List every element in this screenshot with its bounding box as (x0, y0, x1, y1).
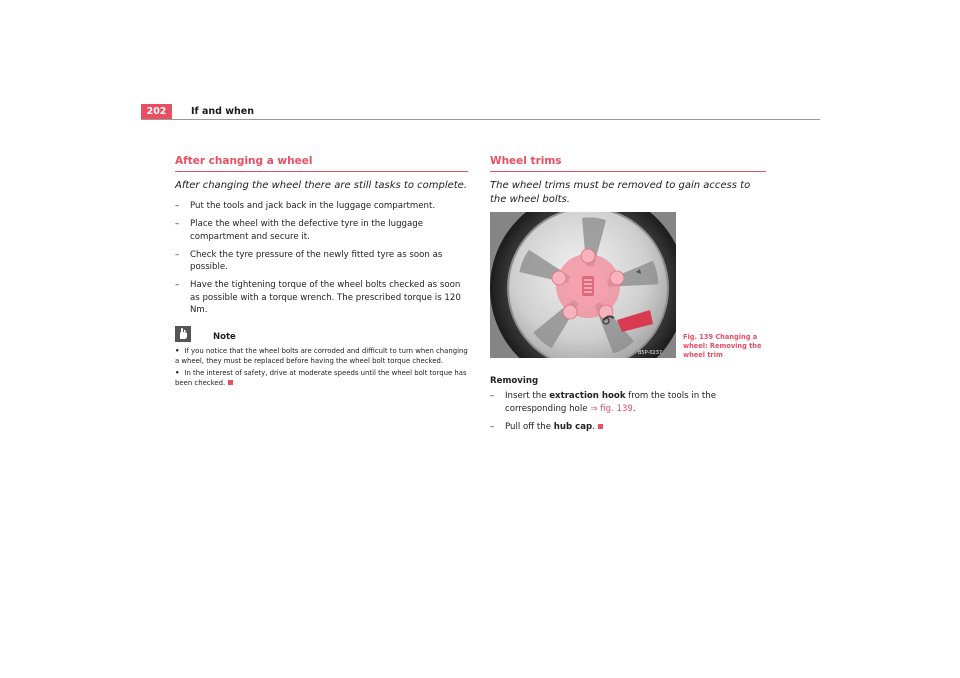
left-steps (175, 200, 468, 317)
page-number: 202 (141, 104, 172, 119)
right-column (490, 154, 766, 214)
end-marker (228, 380, 233, 385)
section-title: If and when (191, 106, 255, 117)
right-heading: Wheel trims (490, 154, 766, 172)
note-label: Note (213, 331, 236, 342)
left-heading: After changing a wheel (175, 154, 468, 172)
left-intro: After changing the wheel there are still tasks to complete. (175, 180, 467, 191)
header-rule (141, 119, 820, 120)
list-item: – Pull off the hub cap. (490, 421, 766, 434)
right-intro: The wheel trims must be removed to gain access to the wheel bolts. (490, 180, 751, 205)
removing-subhead: Removing (490, 376, 539, 386)
note-item: • In the interest of safety, drive at moderate speeds until the wheel bolt torque has been checked. (175, 368, 467, 387)
note-hand-icon (175, 326, 191, 342)
figure-link[interactable]: ⇒ fig. 139 (590, 403, 633, 414)
end-marker (598, 424, 603, 429)
svg-text:B5P-0237: B5P-0237 (638, 350, 663, 356)
list-item: – Place the wheel with the defective tyre in the luggage compartment and secure it. (175, 219, 423, 242)
right-steps (490, 390, 766, 439)
left-column (175, 154, 468, 390)
list-item: – Have the tightening torque of the wheel bolts checked as soon as possible with a torque wrench. The prescribed torque is 120 Nm. (175, 280, 461, 315)
list-item: – Check the tyre pressure of the newly fitted tyre as soon as possible. (175, 249, 443, 272)
list-item: – Insert the extraction hook from the tools in the corresponding hole ⇒ fig. 139. (490, 391, 716, 414)
note-item: • If you notice that the wheel bolts are corroded and difficult to turn when changing a wheel, they must be replaced before having the wheel bolt torque checked. (175, 346, 468, 365)
list-item: – Put the tools and jack back in the luggage compartment. (175, 201, 436, 211)
wheel-trim-figure (490, 212, 676, 358)
figure-caption: Fig. 139 Changing a wheel: Removing the wheel trim (683, 333, 762, 359)
note-header (175, 326, 468, 346)
